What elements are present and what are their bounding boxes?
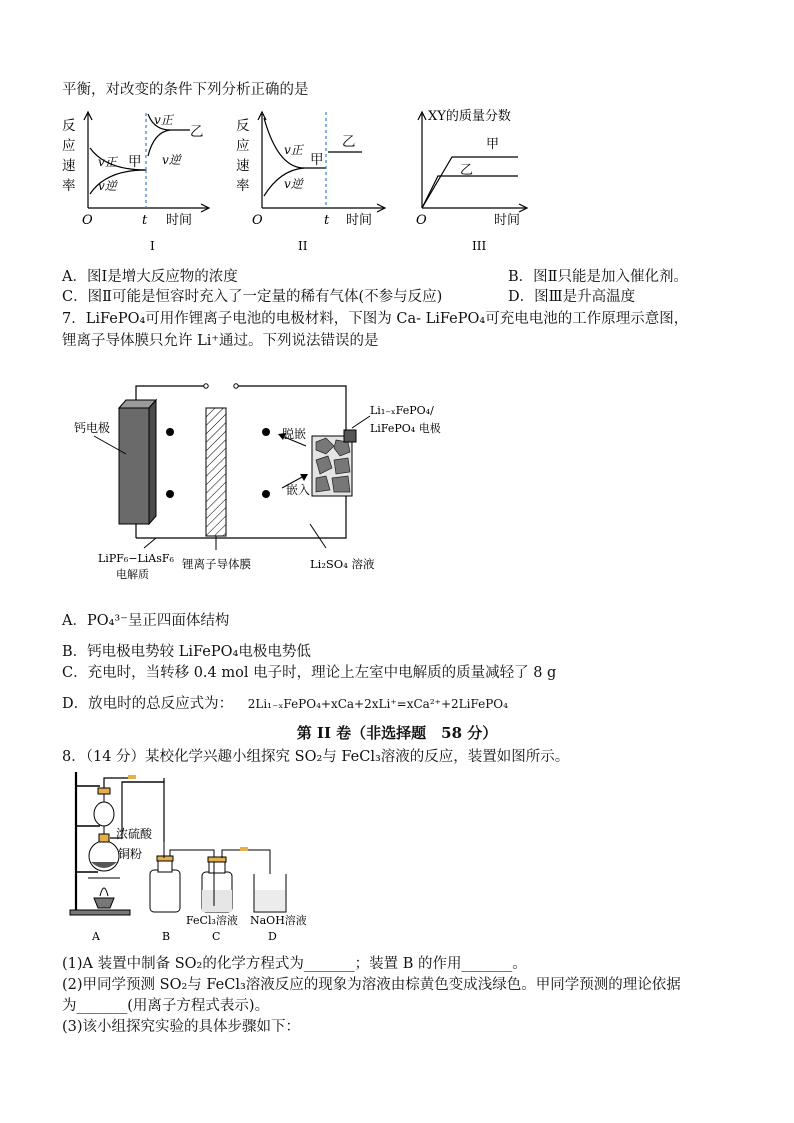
q8-part-1: (1)A 装置中制备 SO₂的化学方程式为_______；装置 B 的作用_______。 [62,956,527,972]
naoh-label: NaOH溶液 [250,914,307,927]
g1-vzheng-2: v正 [154,113,173,127]
g3-ylabel: XY的质量分数 [428,109,511,124]
section-2-heading: 第 II 卷（非选择题 58 分） [296,724,498,742]
g2-ylabel-3: 速 [236,158,250,174]
q7-option-a: A．PO₄³⁻呈正四面体结构 [62,613,230,629]
label-c: C [212,930,221,943]
lifepo-label-2: LiFePO₄ 电极 [370,422,441,435]
g2-yi: 乙 [342,134,356,150]
electrolyte-label-2: 电解质 [116,568,149,581]
g1-vni: v逆 [98,179,117,193]
q6-option-a: A．图Ⅰ是增大反应物的浓度 [62,269,238,285]
q8-stem: 8．（14 分）某校化学兴趣小组探究 SO₂与 FeCl₃溶液的反应，装置如图所示。 [62,749,570,765]
battery-diagram [64,372,464,584]
g2-ylabel-2: 应 [236,138,250,154]
label-d: D [268,930,277,943]
g2-caption: II [298,239,308,253]
g1-ylabel-2: 应 [62,138,76,154]
g1-ylabel-3: 速 [62,158,76,174]
g2-origin: O [252,213,263,228]
g2-t: t [324,213,330,228]
q7-stem-1: 7．LiFePO₄可用作锂离子电池的电极材料，下图为 Ca- LiFePO₄可充电电池的工作原理示意图， [62,311,689,327]
q7-option-c: C．充电时，当转移 0.4 mol 电子时，理论上左室中电解质的质量减轻了 8 g [62,665,557,681]
q6-option-c: C．图Ⅱ可能是恒容时充入了一定量的稀有气体(不参与反应) [62,289,443,305]
g1-yi: 乙 [190,124,204,140]
graph-1 [58,108,218,258]
graph-2 [234,108,394,258]
q6-option-b: B．图Ⅱ只能是加入催化剂。 [508,269,689,285]
ca-electrode-label: 钙电极 [74,421,111,435]
tuoqian-label: 脱嵌 [282,427,307,441]
solution-label: Li₂SO₄ 溶液 [310,557,375,571]
q7-option-b: B．钙电极电势较 LiFePO₄电极电势低 [62,644,311,660]
g1-caption: I [150,239,155,253]
copper-label: 铜粉 [118,847,143,861]
acid-label: 浓硫酸 [116,827,153,841]
g3-yi: 乙 [460,163,474,178]
q6-stem: 平衡，对改变的条件下列分析正确的是 [62,82,309,98]
lifepo-label-1: Li₁₋ₓFePO₄/ [370,404,434,417]
g2-xaxis: 时间 [346,213,373,228]
g1-origin: O [82,213,93,228]
g1-jia: 甲 [128,154,142,170]
g3-xaxis: 时间 [494,213,521,228]
q7-option-d [62,692,508,713]
g1-t: t [142,213,148,228]
g2-ylabel-1: 反 [236,118,250,134]
g2-ylabel-4: 率 [236,178,250,194]
g1-ylabel-4: 率 [62,178,76,194]
g1-vzheng: v正 [98,155,117,169]
q7-option-d-equation: 2Li₁₋ₓFePO₄+xCa+2xLi⁺=xCa²⁺+2LiFePO₄ [247,697,508,711]
q8-part-2b: 为_______(用离子方程式表示)。 [62,998,270,1014]
label-b: B [162,930,171,943]
qianru-label: 嵌入 [286,483,311,497]
label-a: A [92,930,100,943]
g2-vni: v逆 [284,177,303,191]
g2-jia: 甲 [310,152,324,168]
g2-vzheng: v正 [284,143,303,157]
apparatus-diagram [64,766,324,946]
membrane-label: 锂离子导体膜 [182,557,251,571]
fecl3-label: FeCl₃溶液 [186,914,238,927]
q8-part-3: (3)该小组探究实验的具体步骤如下： [62,1019,301,1035]
q7-option-d-label: D．放电时的总反应式为： [62,696,234,712]
g1-vni-2: v逆 [162,153,181,167]
q6-option-d: D．图Ⅲ是升高温度 [508,289,636,305]
g1-ylabel-1: 反 [62,118,76,134]
q8-part-2a: (2)甲同学预测 SO₂与 FeCl₃溶液反应的现象为溶液由棕黄色变成浅绿色。甲同学预测的理论依据 [62,977,681,993]
g3-origin: O [416,213,427,228]
g3-jia: 甲 [486,137,500,152]
electrolyte-label-1: LiPF₆−LiAsF₆ [98,552,174,565]
g3-caption: III [472,239,487,253]
q7-stem-2: 锂离子导体膜只允许 Li⁺通过。下列说法错误的是 [62,333,379,349]
graph-3 [412,104,532,258]
g1-xaxis: 时间 [166,213,193,228]
